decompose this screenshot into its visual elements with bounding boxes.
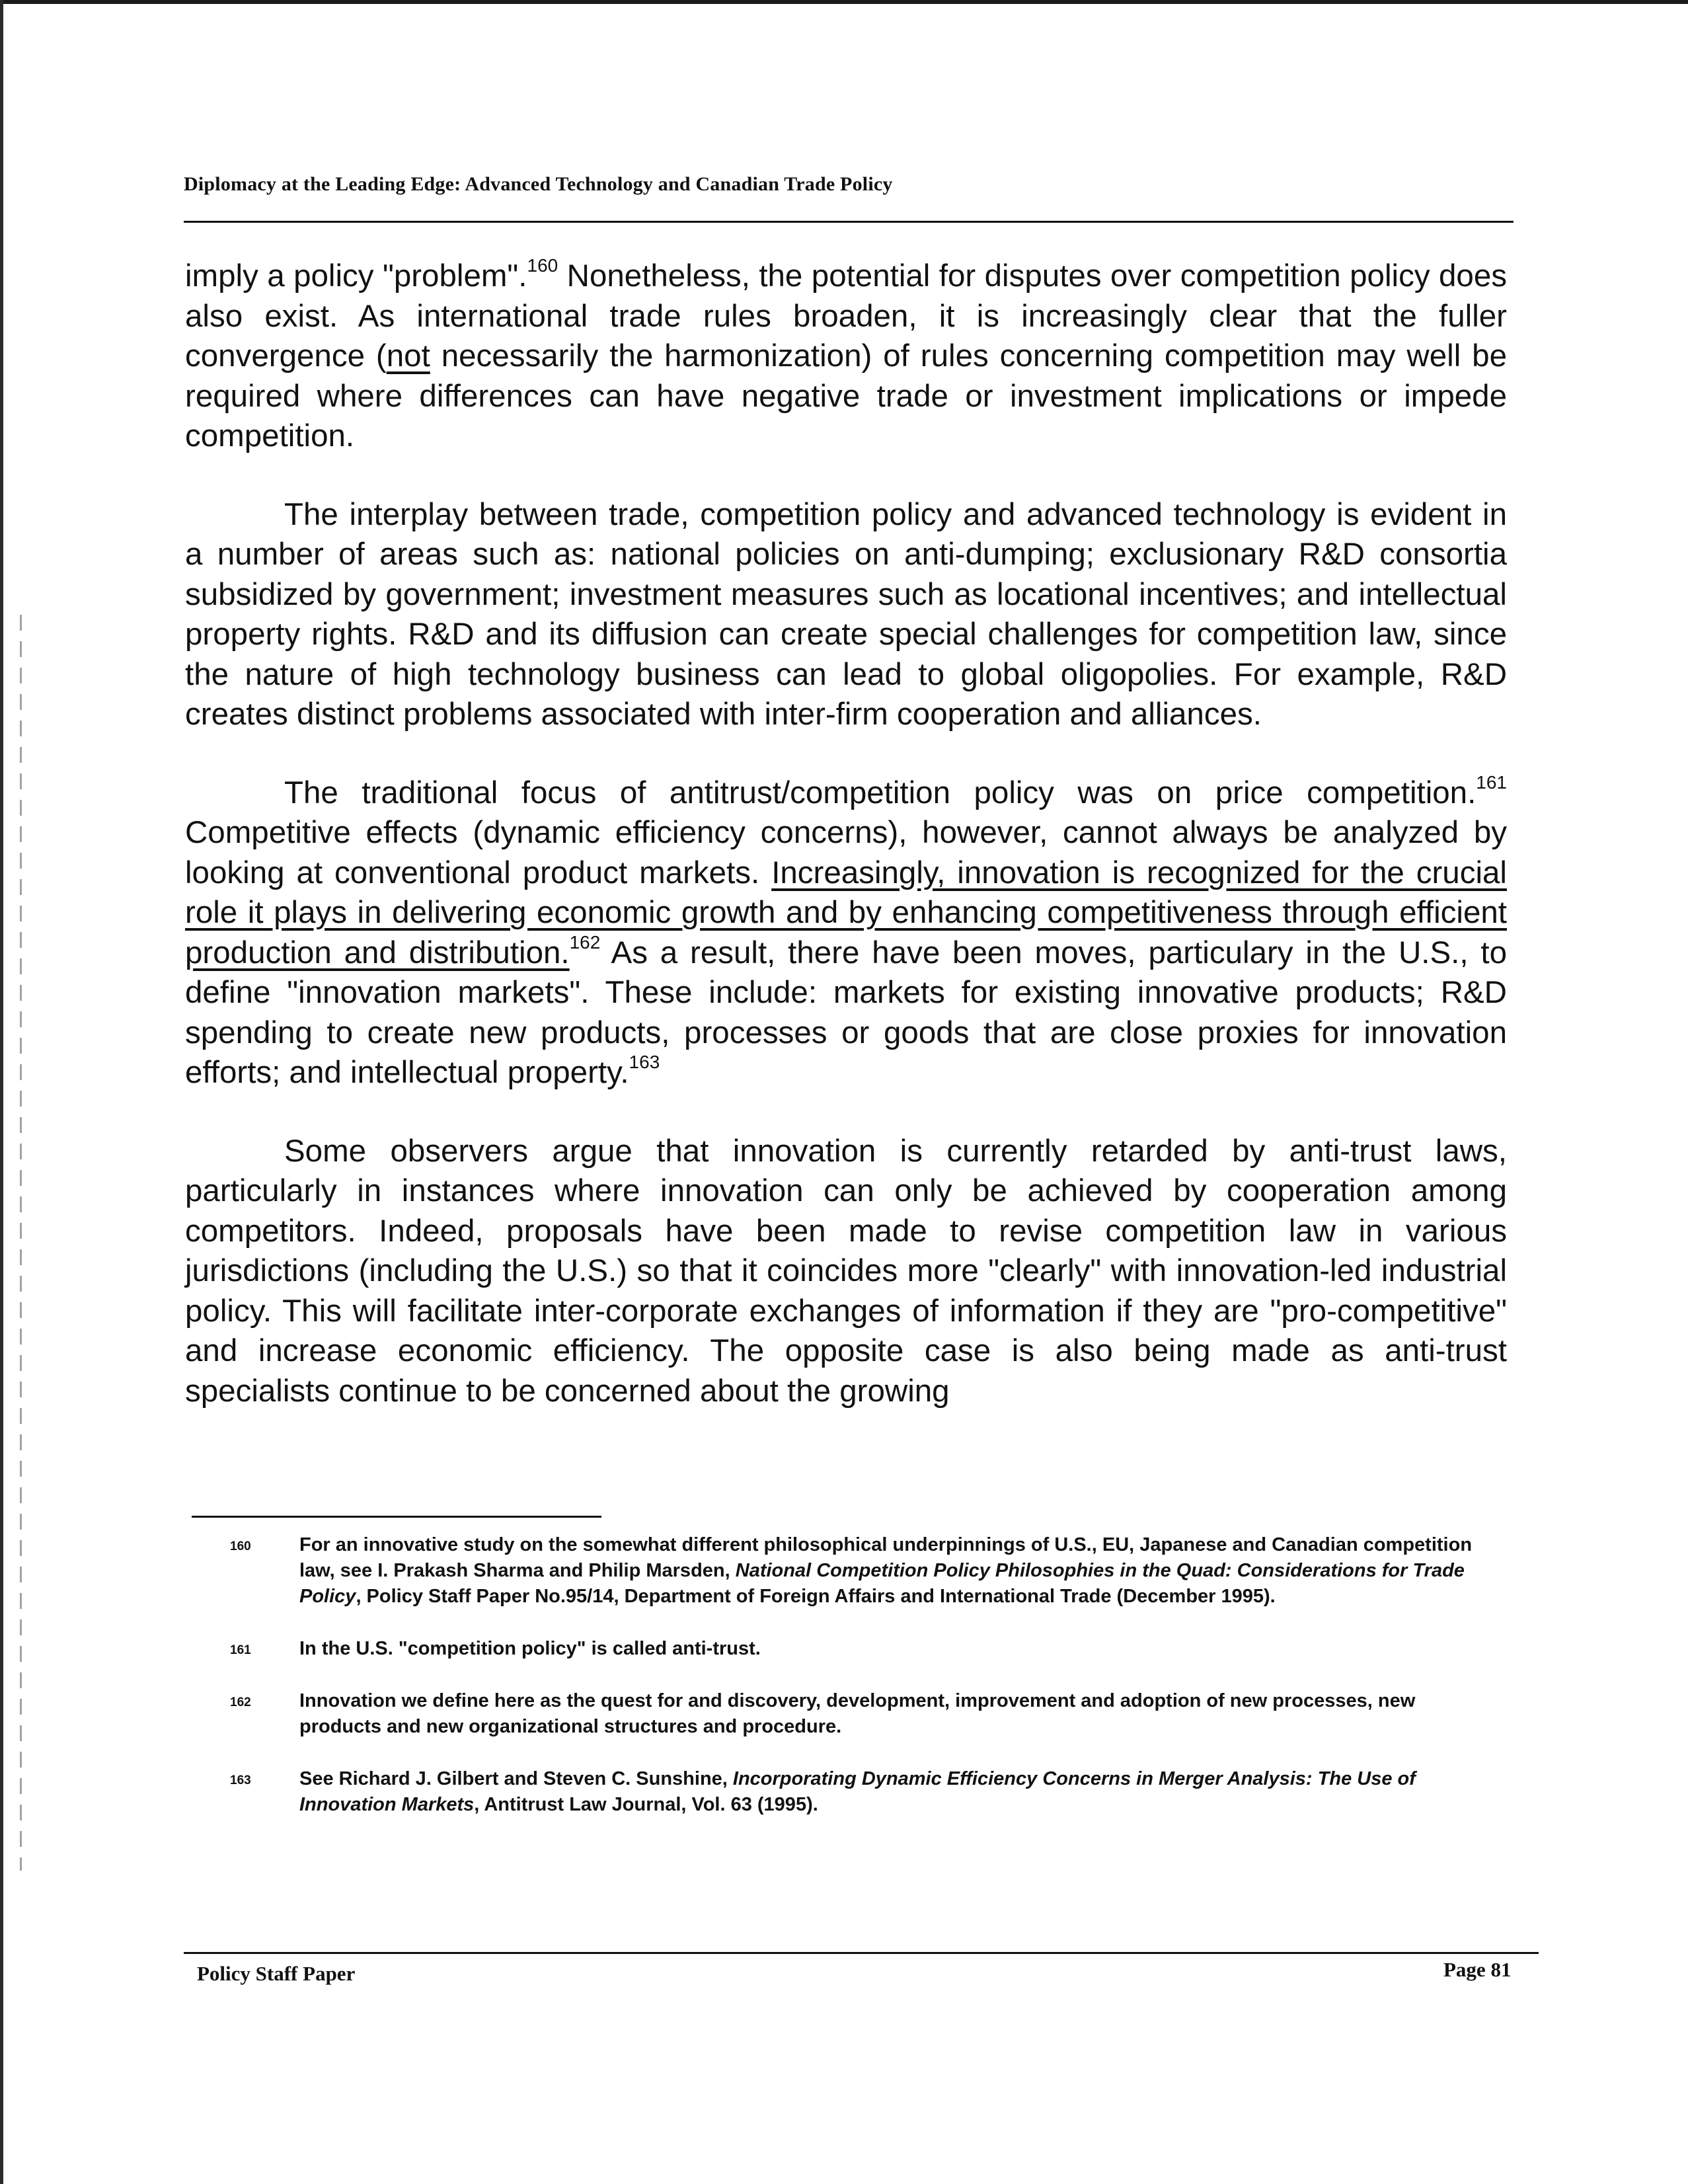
footnote-ref-162: 162 [569, 931, 601, 953]
top-scan-border [0, 0, 1688, 4]
footnote-ref-160: 160 [527, 255, 558, 276]
p1-text-c: necessarily the harmonization) of rules concerning competition may well be required where differences can have negative trade or investment implications or impede competition. [185, 338, 1507, 453]
footnote-number: 161 [230, 1643, 251, 1657]
footnote-text: See Richard J. Gilbert and Steven C. Sunshine, [299, 1768, 733, 1789]
header-rule [184, 221, 1514, 223]
body-text [185, 256, 1507, 1450]
p3-text-b: Competitive effects (dynamic efficiency concerns), however, cannot always be analyzed by looking at conventional product markets. [185, 815, 1507, 890]
left-scan-border [0, 0, 3, 2184]
footer-rule [184, 1952, 1539, 1954]
paragraph-4: Some observers argue that innovation is currently retarded by anti-trust laws, particularly in instances where innovation can only be achieved by cooperation among competitors. Indeed, proposals have been made to revise competition law in various jurisdictions (including the U.S.) so that it coincides more "clearly" with innovation-led industrial policy. This will facilitate inter-corporate exchanges of information if they are "pro-competitive" and increase economic efficiency. The opposite case is also being made as anti-trust specialists continue to be concerned about the growing [185, 1133, 1507, 1409]
p1-underlined-not: not [386, 338, 430, 373]
footnote-ref-161: 161 [1476, 771, 1507, 793]
footnote-161 [230, 1636, 1486, 1662]
footer-publication: Policy Staff Paper [197, 1962, 356, 1985]
footnote-number: 160 [230, 1540, 251, 1553]
footnote-162 [230, 1688, 1486, 1740]
footnote-160 [230, 1532, 1486, 1610]
footnote-text: For an innovative study on the somewhat different philosophical underpinnings of U.S., EU, Japanese and Canadian competition law, see I. Prakash Sharma and Philip Marsden, [299, 1534, 1473, 1581]
p3-text-c: As a result, there have been moves, particulary in the U.S., to define "innovation markets". These include: markets for existing innovative products; R&D spending to create new products, processes or goods that are close proxies for innovation efforts; and intellectual property. [185, 935, 1507, 1090]
page-number: Page 81 [1443, 1958, 1512, 1981]
footnote-ref-163: 163 [629, 1052, 660, 1072]
paragraph-2: The interplay between trade, competition policy and advanced technology is evident in a number of areas such as: national policies on anti-dumping; exclusionary R&D consortia subsidized by government; investment measures such as locational incentives; and intellectual property rights. R&D and its diffusion can create special challenges for competition law, since the nature of high technology business can lead to global oligopolies. For example, R&D creates distinct problems associated with inter-firm cooperation and alliances. [185, 496, 1507, 732]
p3-text-a: The traditional focus of antitrust/competition policy was on price competition. [284, 775, 1477, 810]
footnote-title: Incorporating Dynamic Efficiency Concerns in Merger Analysis: The Use of Innovation Markets [299, 1768, 1416, 1815]
footnotes [230, 1532, 1486, 1844]
footnote-number: 163 [230, 1774, 251, 1787]
paragraph-1 [185, 256, 1507, 457]
footnote-separator [192, 1516, 601, 1518]
footnote-title: National Competition Policy Philosophies in the Quad: Considerations for Trade Policy [299, 1560, 1465, 1607]
running-header: Diplomacy at the Leading Edge: Advanced Technology and Canadian Trade Policy [184, 173, 893, 195]
paragraph-3 [185, 773, 1507, 1093]
p1-text-a: imply a policy "problem". [185, 258, 527, 293]
p1-text-b: Nonetheless, the potential for disputes over competition policy does also exist. As international trade rules broaden, it is increasingly clear that the fuller convergence ( [185, 258, 1507, 373]
binding-scan-mark [20, 615, 22, 1871]
footnote-text: Innovation we define here as the quest for and discovery, development, improvement and adoption of new processes, new products and new organizational structures and procedure. [299, 1690, 1416, 1737]
footnote-text: , Policy Staff Paper No.95/14, Department of Foreign Affairs and International Trade (December 1995). [356, 1586, 1276, 1607]
footnote-text: , Antitrust Law Journal, Vol. 63 (1995). [474, 1794, 818, 1815]
footnote-163 [230, 1766, 1486, 1818]
footnote-number: 162 [230, 1696, 251, 1709]
p3-underlined-sentence: Increasingly, innovation is recognized for the crucial role it plays in delivering economic growth and by enhancing competitiveness through efficient production and distribution. [185, 855, 1507, 970]
footnote-text: In the U.S. "competition policy" is called anti-trust. [299, 1638, 761, 1659]
